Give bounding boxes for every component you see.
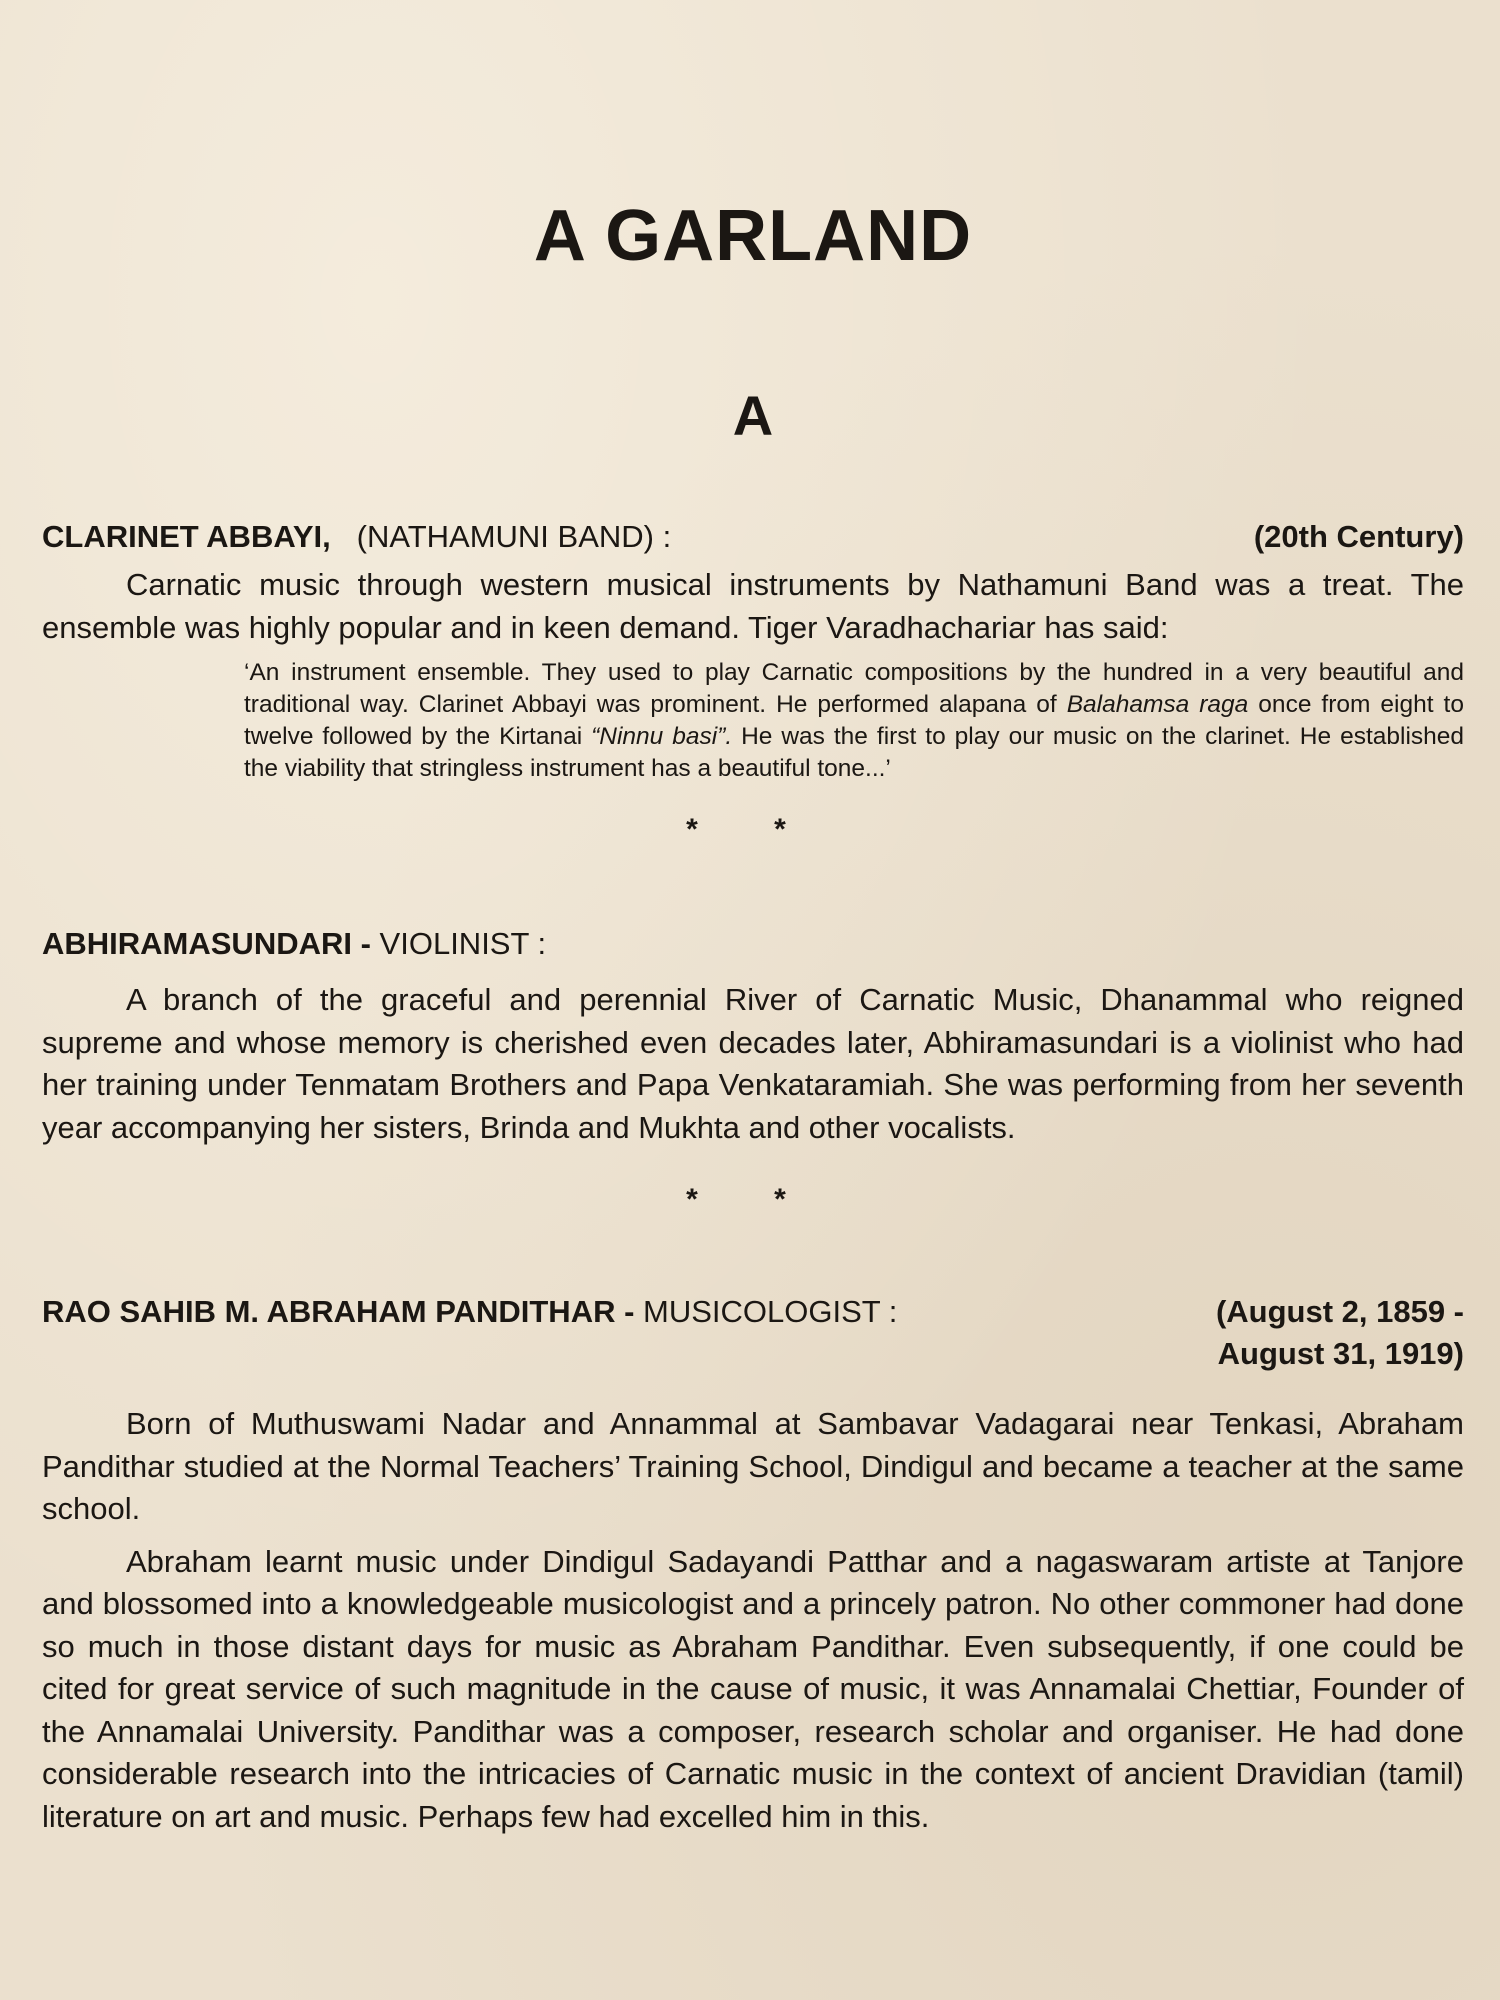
quote-text: ‘An instrument ensemble. They used to play Carnatic compositions by the hundred in a very beautiful and traditional way. Clarinet Abbayi was prominent. He performed alapana of [244,659,1464,718]
entry-role: MUSICOLOGIST : [643,1294,898,1329]
entry-dates: (20th Century) [1253,519,1464,554]
entry-heading-left [42,516,671,558]
entry-abhiramasundari [42,923,1464,1149]
quote-italic: Balahamsa raga [1066,691,1249,718]
entry-dates-line: (August 2, 1859 - [1215,1294,1464,1329]
entry-dates [1216,1291,1464,1375]
entry-separator: * * [686,1183,820,1216]
block-quote [244,657,1464,785]
quote-text: once from eight to twelve followed by the Kirtanai [244,691,1464,750]
entry-paragraph: Born of Muthuswami Nadar and Annammal at Sambavar Vadagarai near Tenkasi, Abraham Pandithar studied at the Normal Teachers’ Training School, Dindigul and became a teacher at the same school. [42,1406,1464,1526]
entry-role: (NATHAMUNI BAND) : [356,519,672,554]
entry-paragraph: Carnatic music through western musical instruments by Nathamuni Band was a treat. The ensemble was highly popular and in keen demand. Tiger Varadhachariar has said: [42,567,1464,645]
entry-name: RAO SAHIB M. ABRAHAM PANDITHAR - [42,1294,635,1329]
entry-name: ABHIRAMASUNDARI - [42,926,371,961]
entry-role: VIOLINIST : [379,926,547,961]
entry-separator: * * [686,813,820,846]
entry-clarinet-abbayi [42,516,1464,785]
entry-name: CLARINET ABBAYI, [42,519,331,554]
entry-dates-line: August 31, 1919) [1217,1336,1464,1371]
entry-heading [42,923,1464,965]
entry-paragraph: A branch of the graceful and perennial River of Carnatic Music, Dhanammal who reigned supreme and whose memory is cherished even decades later, Abhiramasundari is a violinist who had her training under Tenmatam Brothers and Papa Venkataramiah. She was performing from her seventh year accompanying her sisters, Brinda and Mukhta and other vocalists. [42,982,1464,1145]
entry-heading-left [42,1291,897,1333]
entry-heading [42,516,1464,558]
page-title: A GARLAND [533,196,973,276]
quote-italic: “Ninnu basi”. [591,723,733,750]
entry-abraham-pandithar [42,1291,1464,1838]
quote-text: He was the first to play our music on the clarinet. He established the viability that stringless instrument has a beautiful tone...’ [244,723,1465,782]
entry-heading-left [42,923,546,965]
section-letter: A [732,384,774,447]
entry-heading [42,1291,1464,1375]
entry-paragraph: Abraham learnt music under Dindigul Sadayandi Patthar and a nagaswaram artiste at Tanjore and blossomed into a knowledgeable musicologist and a princely patron. No other commoner had done so much in those distant days for music as Abraham Pandithar. Even subsequently, if one could be cited for great service of such magnitude in the cause of music, it was Annamalai Chettiar, Founder of the Annamalai University. Pandithar was a composer, research scholar and organiser. He had done considerable research into the intricacies of Carnatic music in the context of ancient Dravidian (tamil) literature on art and music. Perhaps few had excelled him in this. [42,1543,1464,1834]
